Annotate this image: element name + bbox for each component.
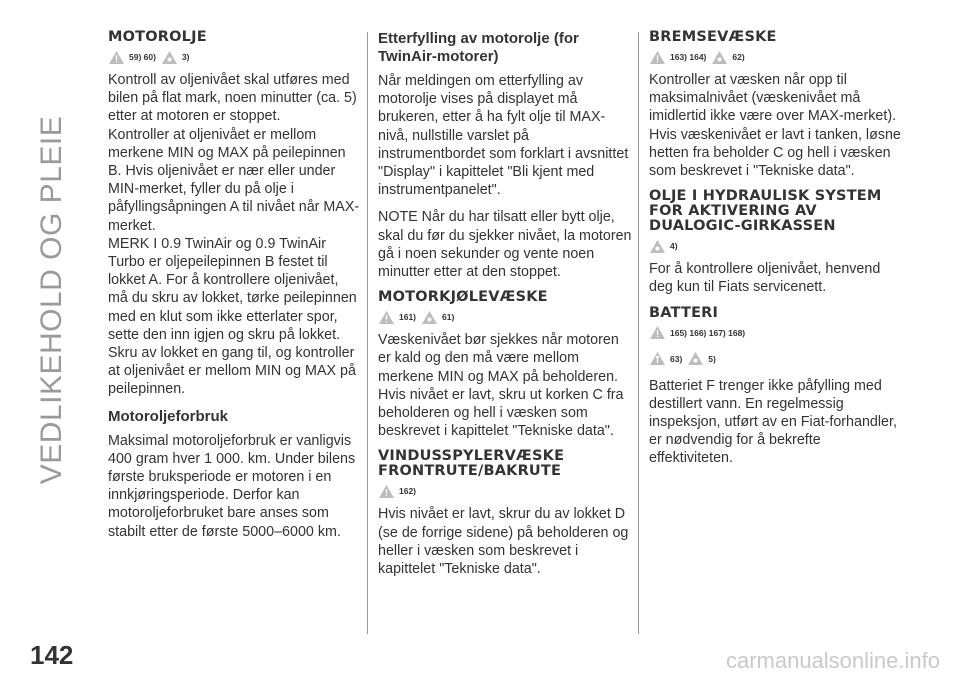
paragraph: MERK I 0.9 TwinAir og 0.9 TwinAir Turbo er oljepeilepinnen B festet til lokket A. For å kontrollere oljenivået, må du skru av lokket, tørke peilepinnen med en klut som ikke etterlater spor, sette den inn igjen og skru på lokket. Skru av lokket en gang til, og kontroller at oljenivået er mellom MIN og MAX på peilepinnen. — [108, 235, 357, 398]
warning-ref: 59) 60) — [129, 52, 156, 62]
warning-refs — [378, 483, 632, 499]
paragraph: Kontroll av oljenivået skal utføres med bilen på flat mark, noen minutter (ca. 5) etter at motoren er stoppet. — [108, 72, 357, 125]
column-2 — [378, 30, 632, 587]
warning-triangle-icon — [378, 484, 395, 499]
warning-triangle-icon — [649, 325, 666, 340]
warning-refs — [649, 49, 903, 65]
heading-batteri: BATTERI — [649, 304, 719, 321]
warning-ref: 162) — [399, 486, 417, 497]
paragraph: Når meldingen om etterfylling av motorolje vises på displayet må brukeren, etter å ha fylt olje til MAX-nivå, nullstille varslet på instrumentbordet som forklart i avsnittet "Display" i kapittelet "Bli kjent med instrumentpanelet". — [378, 73, 629, 199]
warning-refs — [108, 49, 362, 65]
paragraph: Maksimal motoroljeforbruk er vanligvis 400 gram hver 1 000. km. Under bilens første bruksperiode er motoren i en innkjøringsperiode. Derfor kan motoroljeforbruket bare anses som stabilt etter de første 5000–6000 km. — [108, 432, 356, 540]
heading-motoroljeforbruk: Motoroljeforbruk — [108, 407, 228, 425]
paragraph: Kontroller at væsken når opp til maksimalnivået (væskenivået må imidlertid ikke være over MAX-merket). Hvis væskenivået er lavt i tanken, løsne hetten fra beholder C og hell i væsken som beskrevet i "Tekniske data". — [649, 72, 901, 180]
column-divider — [638, 32, 639, 634]
warning-triangle-icon — [108, 50, 125, 65]
caution-ref: 5) — [708, 353, 716, 364]
heading-motorolje: MOTOROLJE — [108, 29, 207, 45]
warning-refs — [378, 309, 632, 325]
warning-refs — [649, 238, 903, 254]
column-3 — [649, 30, 903, 477]
paragraph: For å kontrollere oljenivået, henvend deg kun til Fiats servicenett. — [649, 261, 881, 296]
heading-motorkjolevaeske: MOTORKJØLEVÆSKE — [378, 289, 548, 306]
paragraph: Væskenivået bør sjekkes når motoren er kald og den må være mellom merkene MIN og MAX på beholderen. Hvis nivået er lavt, skru ut korken C fra beholderen og hell i væsken som beskrevet i kapittelet "Tekniske data". — [378, 332, 624, 440]
paragraph: Batteriet F trenger ikke påfylling med destillert vann. En regelmessig inspeksjon, utført av en Fiat-forhandler, er nødvendig for å bekrefte effektiviteten. — [649, 377, 897, 467]
caution-triangle-icon — [161, 50, 178, 65]
warning-ref: 163) 164) — [670, 52, 707, 62]
warning-refs — [649, 351, 903, 367]
heading-bremsevaeske: BREMSEVÆSKE — [649, 29, 777, 45]
warning-refs — [649, 325, 903, 341]
caution-ref: 3) — [181, 52, 190, 62]
caution-triangle-icon — [711, 50, 728, 65]
caution-ref: 62) — [732, 52, 745, 62]
environment-triangle-icon — [649, 351, 666, 366]
page-number: 142 — [30, 640, 74, 670]
heading-etterfylling: Etterfylling av motorolje (for TwinAir-motorer) — [378, 30, 579, 65]
warning-triangle-icon — [649, 50, 666, 65]
column-divider — [367, 32, 368, 634]
paragraph: Kontroller at oljenivået er mellom merkene MIN og MAX på peilepinnen B. Hvis oljenivået er nær eller under MIN-merket, fyller du på olje i påfyllingsåpningen A til nivået når MAX-merket. — [108, 126, 360, 234]
heading-vindusspylervaeske: VINDUSSPYLERVÆSKE FRONTRUTE/BAKRUTE — [378, 448, 565, 480]
heading-olje-hydraulisk: OLJE I HYDRAULISK SYSTEM FOR AKTIVERING AV DUALOGIC-GIRKASSEN — [649, 188, 882, 235]
environment-ref: 63) — [670, 353, 683, 364]
caution-triangle-icon — [649, 239, 666, 254]
warning-ref: 161) — [399, 312, 417, 323]
caution-triangle-icon — [421, 310, 438, 325]
caution-triangle-icon — [687, 351, 704, 366]
side-chapter-title-text: VEDLIKEHOLD OG PLEIE — [35, 115, 68, 485]
caution-ref: 61) — [442, 312, 455, 323]
watermark: carmanualsonline.info — [725, 648, 940, 673]
paragraph: Hvis nivået er lavt, skrur du av lokket D (se de forrige sidene) på beholderen og heller i væsken som beskrevet i kapittelet "Tekniske data". — [378, 506, 629, 578]
column-1 — [108, 30, 362, 550]
paragraph: NOTE Når du har tilsatt eller bytt olje, skal du før du sjekker nivået, la motoren gå i noen sekunder og vente noen minutter etter at den stoppet. — [378, 209, 632, 281]
warning-ref: 165) 166) 167) 168) — [670, 327, 746, 338]
warning-triangle-icon — [378, 310, 395, 325]
caution-ref: 4) — [670, 241, 678, 252]
